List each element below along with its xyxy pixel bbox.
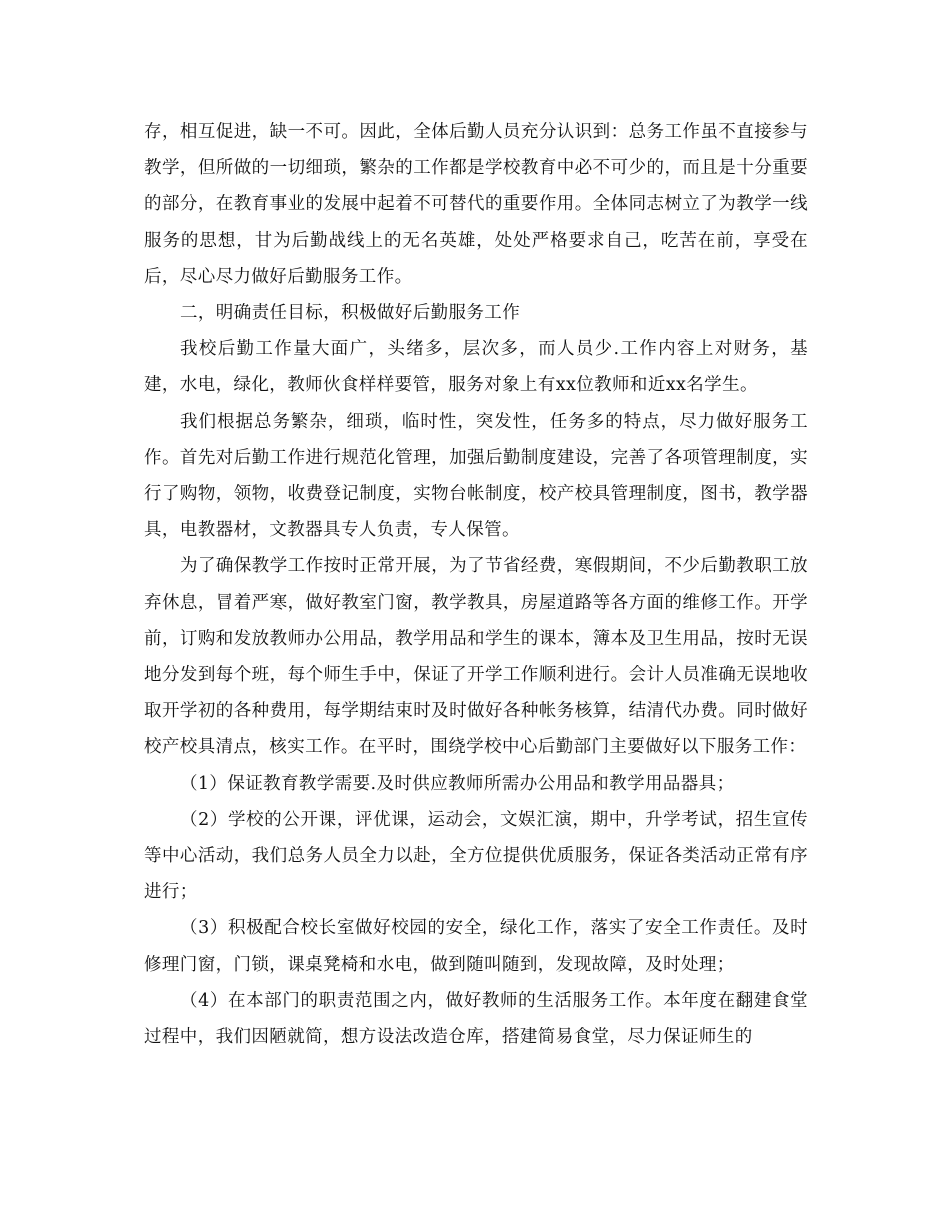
paragraph-continuation: 存，相互促进，缺一不可。因此，全体后勤人员充分认识到：总务工作虽不直接参与教学，但所做的一切细琐，繁杂的工作都是学校教育中必不可少的，而且是十分重要的部分，在教育事业的发展中起着不可替代的重要作用。全体同志树立了为教学一线服务的思想，甘为后勤战线上的无名英雄，处处严格要求自己，吃苦在前，享受在后，尽心尽力做好后勤服务工作。 [144,122,808,287]
list-item: （4）在本部门的职责范围之内，做好教师的生活服务工作。本年度在翻建食堂过程中，我们因陋就简，想方设法改造仓库，搭建简易食堂，尽力保证师生的 [144,990,808,1048]
paragraph: 为了确保教学工作按时正常开展，为了节省经费，寒假期间，不少后勤教职工放弃休息，冒着严寒，做好教室门窗，教学教具，房屋道路等各方面的维修工作。开学前，订购和发放教师办公用品，教学用品和学生的课本，簿本及卫生用品，按时无误地分发到每个班，每个师生手中，保证了开学工作顺利进行。会计人员准确无误地收取开学初的各种费用，每学期结束时及时做好各种帐务核算，结清代办费。同时做好校产校具清点，核实工作。在平时，围绕学校中心后勤部门主要做好以下服务工作： [144,556,808,758]
list-item: （1）保证教育教学需要.及时供应教师所需办公用品和教学用品器具； [180,773,735,794]
paragraph: 我们根据总务繁杂，细琐，临时性，突发性，任务多的特点，尽力做好服务工作。首先对后勤工作进行规范化管理，加强后勤制度建设，完善了各项管理制度，实行了购物，领物，收费登记制度，实物台帐制度，校产校具管理制度，图书，教学器具，电教器材，文教器具专人负责，专人保管。 [144,411,808,541]
section-heading: 二，明确责任目标，积极做好后勤服务工作 [180,303,521,324]
list-item: （3）积极配合校长室做好校园的安全，绿化工作，落实了安全工作责任。及时修理门窗，门锁，课桌凳椅和水电，做到随叫随到，发现故障，及时处理； [144,918,808,975]
list-item: （2）学校的公开课，评优课，运动会，文娱汇演，期中，升学考试，招生宣传等中心活动，我们总务人员全力以赴，全方位提供优质服务，保证各类活动正常有序进行； [144,809,808,903]
document-body [144,114,808,1055]
paragraph: 我校后勤工作量大面广，头绪多，层次多，而人员少.工作内容上对财务，基建，水电，绿化，教师伙食样样要管，服务对象上有xx位教师和近xx名学生。 [144,339,808,396]
